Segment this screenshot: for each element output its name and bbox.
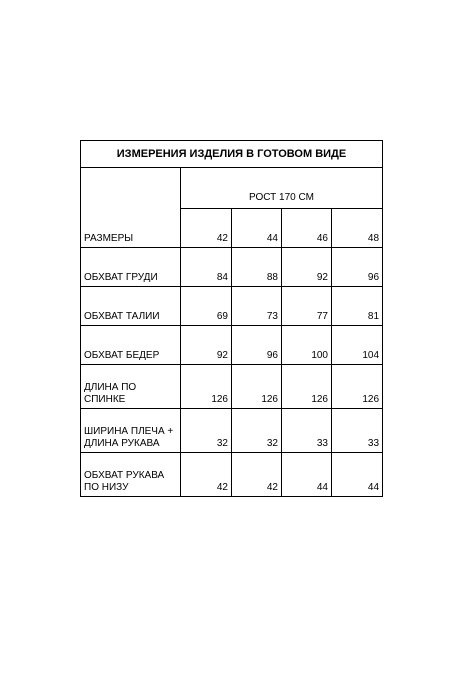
row-label: ОБХВАТ БЕДЕР — [81, 326, 181, 365]
value-cell: 33 — [332, 409, 383, 453]
table-row — [81, 326, 383, 365]
value-cell: 88 — [232, 248, 282, 287]
value-cell: 81 — [332, 287, 383, 326]
row-label: ОБХВАТ РУКАВА ПО НИЗУ — [81, 453, 181, 497]
row-label: ОБХВАТ ГРУДИ — [81, 248, 181, 287]
table-row — [81, 365, 383, 409]
row-label: ОБХВАТ ТАЛИИ — [81, 287, 181, 326]
value-cell: 32 — [181, 409, 232, 453]
value-cell: 73 — [232, 287, 282, 326]
value-cell: 126 — [282, 365, 332, 409]
value-cell: 126 — [332, 365, 383, 409]
table-row — [81, 287, 383, 326]
corner-cell — [81, 168, 181, 209]
height-label: РОСТ 170 СМ — [181, 168, 383, 209]
value-cell: 100 — [282, 326, 332, 365]
value-cell: 69 — [181, 287, 232, 326]
value-cell: 44 — [332, 453, 383, 497]
table-row — [81, 409, 383, 453]
value-cell: 44 — [282, 453, 332, 497]
table-row — [81, 453, 383, 497]
table-row — [81, 248, 383, 287]
size-cell: 42 — [181, 209, 232, 248]
row-label: ШИРИНА ПЛЕЧА + ДЛИНА РУКАВА — [81, 409, 181, 453]
value-cell: 126 — [232, 365, 282, 409]
value-cell: 84 — [181, 248, 232, 287]
value-cell: 92 — [282, 248, 332, 287]
value-cell: 32 — [232, 409, 282, 453]
value-cell: 96 — [332, 248, 383, 287]
value-cell: 42 — [181, 453, 232, 497]
value-cell: 96 — [232, 326, 282, 365]
measurements-table — [80, 140, 383, 497]
sizes-label: РАЗМЕРЫ — [81, 209, 181, 248]
value-cell: 33 — [282, 409, 332, 453]
row-label: ДЛИНА ПО СПИНКЕ — [81, 365, 181, 409]
value-cell: 104 — [332, 326, 383, 365]
value-cell: 126 — [181, 365, 232, 409]
value-cell: 92 — [181, 326, 232, 365]
value-cell: 77 — [282, 287, 332, 326]
size-cell: 48 — [332, 209, 383, 248]
size-cell: 46 — [282, 209, 332, 248]
size-cell: 44 — [232, 209, 282, 248]
value-cell: 42 — [232, 453, 282, 497]
table-title: ИЗМЕРЕНИЯ ИЗДЕЛИЯ В ГОТОВОМ ВИДЕ — [81, 141, 383, 168]
